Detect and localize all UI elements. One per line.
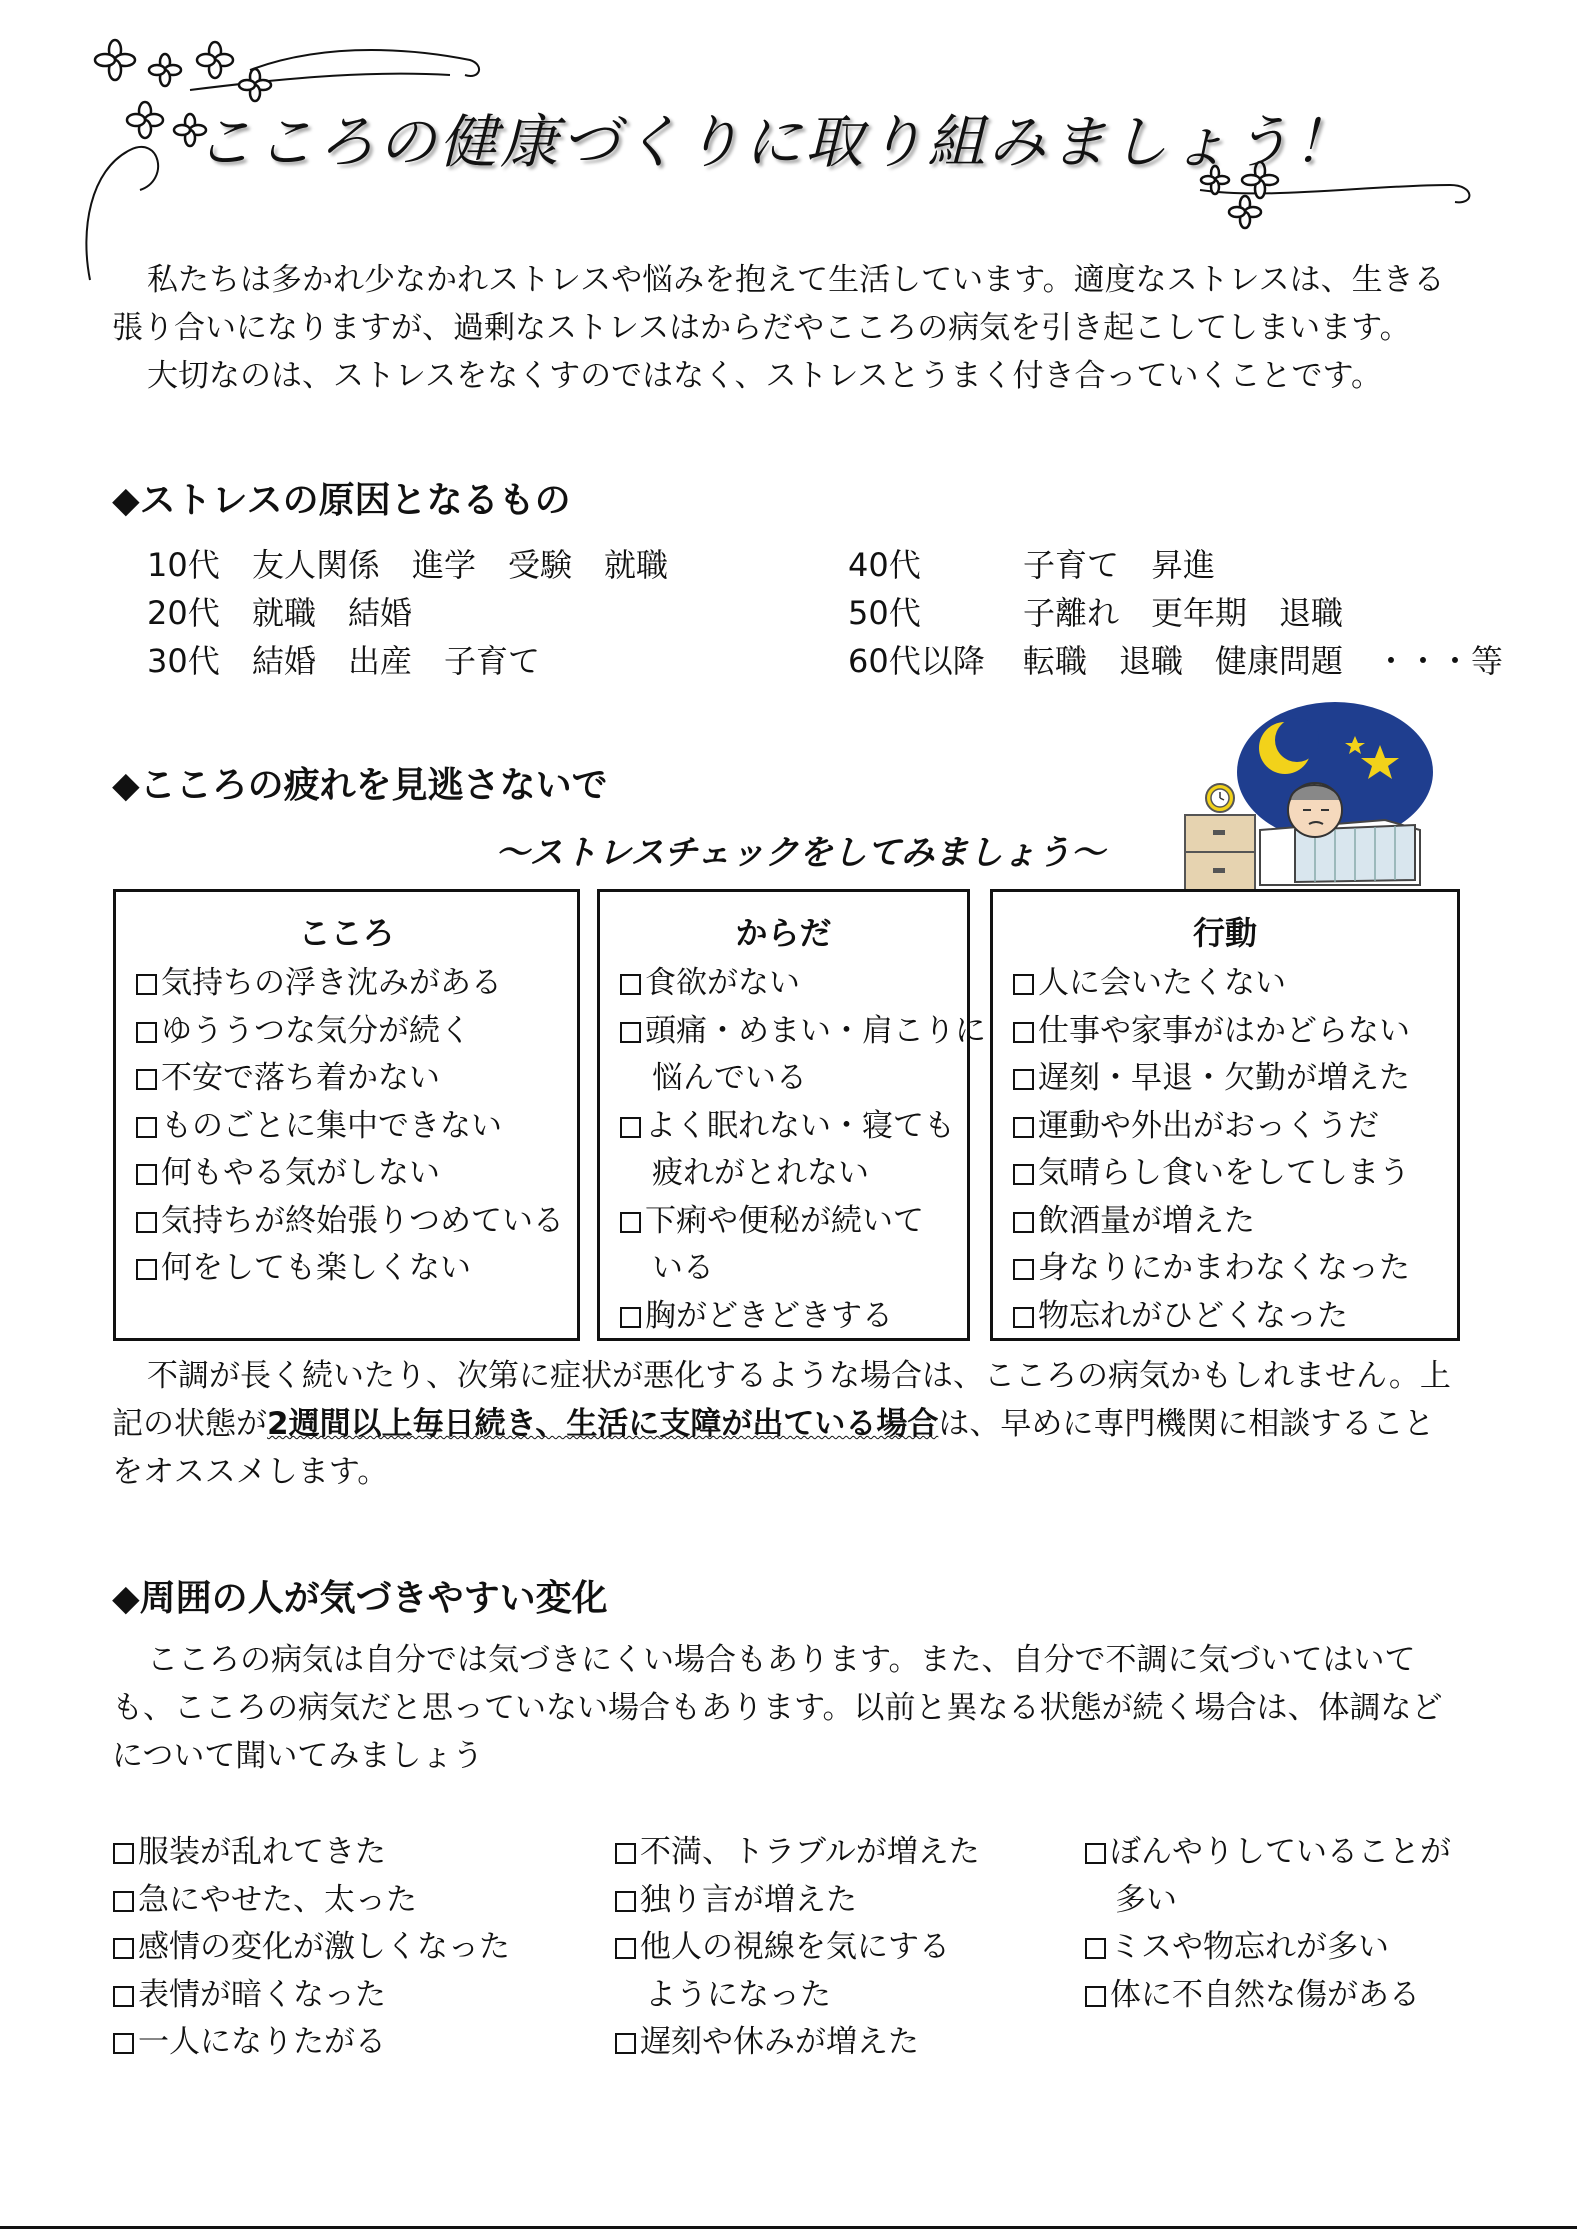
cause-items: 就職 結婚 [252, 594, 413, 632]
cause-row [848, 588, 1503, 636]
checkbox-icon[interactable] [136, 1212, 157, 1233]
check-item-label: ゆううつな気分が続く [161, 1012, 471, 1049]
check-item-label: 人に会いたくない [1038, 965, 1286, 1001]
checkbox-icon[interactable] [136, 1164, 157, 1185]
check-item-label: 運動や外出がおっくうだ [1038, 1107, 1379, 1144]
check-item[interactable] [113, 1924, 510, 1972]
check-item-label: 何もやる気がしない [161, 1155, 440, 1191]
checkbox-icon[interactable] [620, 1307, 641, 1328]
check-item-label: 多い [1115, 1881, 1177, 1918]
check-item-continuation [620, 1245, 967, 1293]
checkbox-icon[interactable] [615, 2033, 636, 2054]
cause-items: 結婚 出産 子育て [252, 642, 541, 680]
check-item-label: ものごとに集中できない [161, 1107, 502, 1144]
check-item-label: 疲れがとれない [652, 1155, 869, 1191]
cause-row [848, 540, 1503, 588]
check-item-label: 気晴らし食いをしてしまう [1038, 1155, 1410, 1191]
checkbox-icon[interactable] [1085, 1938, 1106, 1959]
check-item[interactable] [136, 1150, 577, 1198]
check-item-label: 食欲がない [645, 965, 800, 1001]
checkbox-icon[interactable] [113, 1938, 134, 1959]
check-item[interactable] [136, 1008, 577, 1056]
check-item[interactable] [113, 1972, 510, 2020]
checkbox-icon[interactable] [620, 1212, 641, 1233]
cause-row [147, 540, 668, 588]
fatigue-heading: ◆こころの疲れを見逃さないで [112, 765, 608, 806]
check-item-continuation [615, 1972, 980, 2020]
causes-right-list [848, 540, 1503, 684]
checkbox-group-koudou [990, 889, 1460, 1341]
page-bottom-rule [0, 2226, 1577, 2229]
check-item-label: 表情が暗くなった [138, 1976, 386, 2013]
check-item-label: 独り言が増えた [640, 1881, 857, 1918]
checkbox-icon[interactable] [1013, 1307, 1034, 1328]
check-item-label: 不安で落ち着かない [161, 1060, 440, 1096]
checkbox-icon[interactable] [620, 1022, 641, 1043]
stress-check-subheading: ～ストレスチェックをしてみましょう～ [495, 833, 1105, 873]
box-title: からだ [735, 914, 832, 952]
check-item-label: 飲酒量が増えた [1038, 1202, 1255, 1239]
intro-paragraph [112, 256, 1452, 400]
checkbox-icon[interactable] [1013, 1164, 1034, 1185]
check-item[interactable] [136, 1103, 577, 1151]
check-item[interactable] [136, 1245, 577, 1293]
cause-age: 40代 [848, 546, 921, 584]
cause-items: 転職 退職 健康問題 ・・・等 [1023, 642, 1504, 680]
checkbox-icon[interactable] [113, 1843, 134, 1864]
check-list [116, 960, 577, 1293]
check-item[interactable] [136, 1198, 577, 1246]
cause-age: 30代 [147, 642, 220, 680]
others-list-col1 [113, 1829, 510, 2067]
checkbox-icon[interactable] [136, 1259, 157, 1280]
check-item[interactable] [620, 1008, 986, 1056]
check-item-label: 悩んでいる [652, 1060, 807, 1096]
check-list [993, 960, 1457, 1340]
check-item-label: 急にやせた、太った [138, 1881, 417, 1918]
check-item-label: 体に不自然な傷がある [1110, 1976, 1420, 2013]
box-title: こころ [298, 914, 395, 952]
checkbox-icon[interactable] [1013, 1022, 1034, 1043]
advice-text-post: は、早めに専門機関に相談することをオススメします。 [112, 1406, 1435, 1490]
checkbox-icon[interactable] [136, 1022, 157, 1043]
check-item-label: 感情の変化が激しくなった [138, 1929, 510, 1965]
checkbox-icon[interactable] [113, 1891, 134, 1912]
checkbox-icon[interactable] [136, 1069, 157, 1090]
check-item[interactable] [615, 2019, 980, 2067]
check-item-label: 他人の視線を気にする [640, 1929, 950, 1965]
check-item[interactable] [615, 1829, 980, 1877]
others-heading: ◆周囲の人が気づきやすい変化 [112, 1578, 608, 1619]
check-item[interactable] [1013, 960, 1457, 1008]
check-item-continuation [620, 1150, 967, 1198]
check-item[interactable] [615, 1924, 980, 1972]
checkbox-icon[interactable] [615, 1843, 636, 1864]
advice-text-pre: 不調が長く続いたり、次第に症状が悪化するような場合は、こころの病気かもしれません。上記の状態が [112, 1358, 1451, 1442]
cause-age: 50代 [848, 594, 921, 632]
cause-items: 友人関係 進学 受験 就職 [252, 546, 669, 584]
check-item-label: 頭痛・めまい・肩こりに [645, 1012, 986, 1049]
checkbox-icon[interactable] [1085, 1843, 1106, 1864]
check-item-label: 物忘れがひどくなった [1038, 1297, 1348, 1334]
check-item-label: 胸がどきどきする [645, 1297, 893, 1334]
check-item[interactable] [113, 2019, 510, 2067]
checkbox-icon[interactable] [1013, 1069, 1034, 1090]
check-item-label: 遅刻や休みが増えた [640, 2024, 919, 2060]
check-item[interactable] [136, 1055, 577, 1103]
intro-text-2: 大切なのは、ストレスをなくすのではなく、ストレスとうまく付き合っていくことです。 [147, 358, 1383, 394]
check-item-label: 身なりにかまわなくなった [1038, 1250, 1410, 1286]
checkbox-icon[interactable] [615, 1938, 636, 1959]
check-item[interactable] [1013, 1293, 1457, 1341]
check-item[interactable] [136, 960, 577, 1008]
checkbox-icon[interactable] [1013, 1117, 1034, 1138]
check-item[interactable] [620, 1103, 967, 1151]
sleepless-person-illustration [1175, 700, 1435, 895]
checkbox-icon[interactable] [1013, 1259, 1034, 1280]
advice-paragraph [112, 1352, 1452, 1496]
cause-row [147, 636, 668, 684]
check-item-label: よく眠れない・寝ても [645, 1107, 955, 1144]
checkbox-icon[interactable] [1013, 974, 1034, 995]
check-item-continuation [1085, 1877, 1451, 1925]
others-list-col3 [1085, 1829, 1451, 2019]
check-item[interactable] [1085, 1924, 1451, 1972]
checkbox-icon[interactable] [113, 2033, 134, 2054]
cause-age: 60代以降 [848, 642, 985, 680]
checkbox-group-karada [597, 889, 986, 1341]
checkbox-group-kokoro [113, 889, 580, 1341]
causes-left-list [147, 540, 668, 684]
check-item[interactable] [1013, 1245, 1457, 1293]
checkbox-icon[interactable] [1013, 1212, 1034, 1233]
check-item-label: 何をしても楽しくない [161, 1250, 471, 1286]
page-title: こころの健康づくりに取り組みましょう！ [195, 108, 1355, 176]
others-paragraph: こころの病気は自分では気づきにくい場合もあります。また、自分で不調に気づいてはいても、こころの病気だと思っていない場合もあります。以前と異なる状態が続く場合は、体調などについて聞いてみましょう [112, 1642, 1443, 1774]
cause-items: 子離れ 更年期 退職 [1023, 594, 1344, 632]
check-item-continuation [620, 1055, 967, 1103]
check-item-label: 服装が乱れてきた [138, 1834, 386, 1870]
checkbox-icon[interactable] [620, 1117, 641, 1138]
cause-age: 20代 [147, 594, 220, 632]
check-item-label: 下痢や便秘が続いて [645, 1202, 924, 1239]
check-item-label: ぼんやりしていることが [1110, 1834, 1451, 1870]
others-list-col2 [615, 1829, 980, 2067]
check-item-label: 気持ちの浮き沈みがある [161, 965, 502, 1001]
check-item[interactable] [1013, 1150, 1457, 1198]
check-item-label: ミスや物忘れが多い [1110, 1929, 1389, 1965]
check-item[interactable] [1013, 1055, 1457, 1103]
causes-heading: ◆ストレスの原因となるもの [112, 480, 571, 521]
checkbox-icon[interactable] [136, 974, 157, 995]
box-title: 行動 [1192, 914, 1257, 952]
check-item[interactable] [1085, 1972, 1451, 2020]
check-item-label: 一人になりたがる [138, 2024, 386, 2060]
check-list [600, 960, 986, 1340]
cause-row [848, 636, 1503, 684]
checkbox-icon[interactable] [136, 1117, 157, 1138]
checkbox-icon[interactable] [113, 1986, 134, 2007]
check-item[interactable] [113, 1877, 510, 1925]
check-item[interactable] [620, 1198, 967, 1246]
check-item[interactable] [615, 1877, 980, 1925]
checkbox-icon[interactable] [1085, 1986, 1106, 2007]
check-item[interactable] [1013, 1008, 1457, 1056]
check-item-label: 仕事や家事がはかどらない [1038, 1012, 1410, 1049]
check-item[interactable] [1013, 1103, 1457, 1151]
check-item[interactable] [620, 1293, 967, 1341]
check-item[interactable] [1013, 1198, 1457, 1246]
check-item[interactable] [1085, 1829, 1451, 1877]
check-item-label: ようになった [645, 1976, 831, 2013]
cause-row [147, 588, 668, 636]
check-item[interactable] [113, 1829, 510, 1877]
check-item-label: 不満、トラブルが増えた [640, 1834, 980, 1870]
intro-text-1: 私たちは多かれ少なかれストレスや悩みを抱えて生活しています。適度なストレスは、生きる張り合いになりますが、過剰なストレスはからだやこころの病気を引き起こしてしまいます。 [112, 262, 1445, 346]
cause-items: 子育て 昇進 [1023, 546, 1216, 584]
check-item[interactable] [620, 960, 967, 1008]
advice-emphasis: 2週間以上毎日続き、生活に支障が出ている場合 [267, 1406, 939, 1442]
check-item-label: 遅刻・早退・欠勤が増えた [1038, 1060, 1410, 1096]
checkbox-icon[interactable] [615, 1891, 636, 1912]
check-item-label: 気持ちが終始張りつめている [161, 1202, 564, 1239]
cause-age: 10代 [147, 546, 220, 584]
checkbox-icon[interactable] [620, 974, 641, 995]
check-item-label: いる [652, 1250, 714, 1286]
